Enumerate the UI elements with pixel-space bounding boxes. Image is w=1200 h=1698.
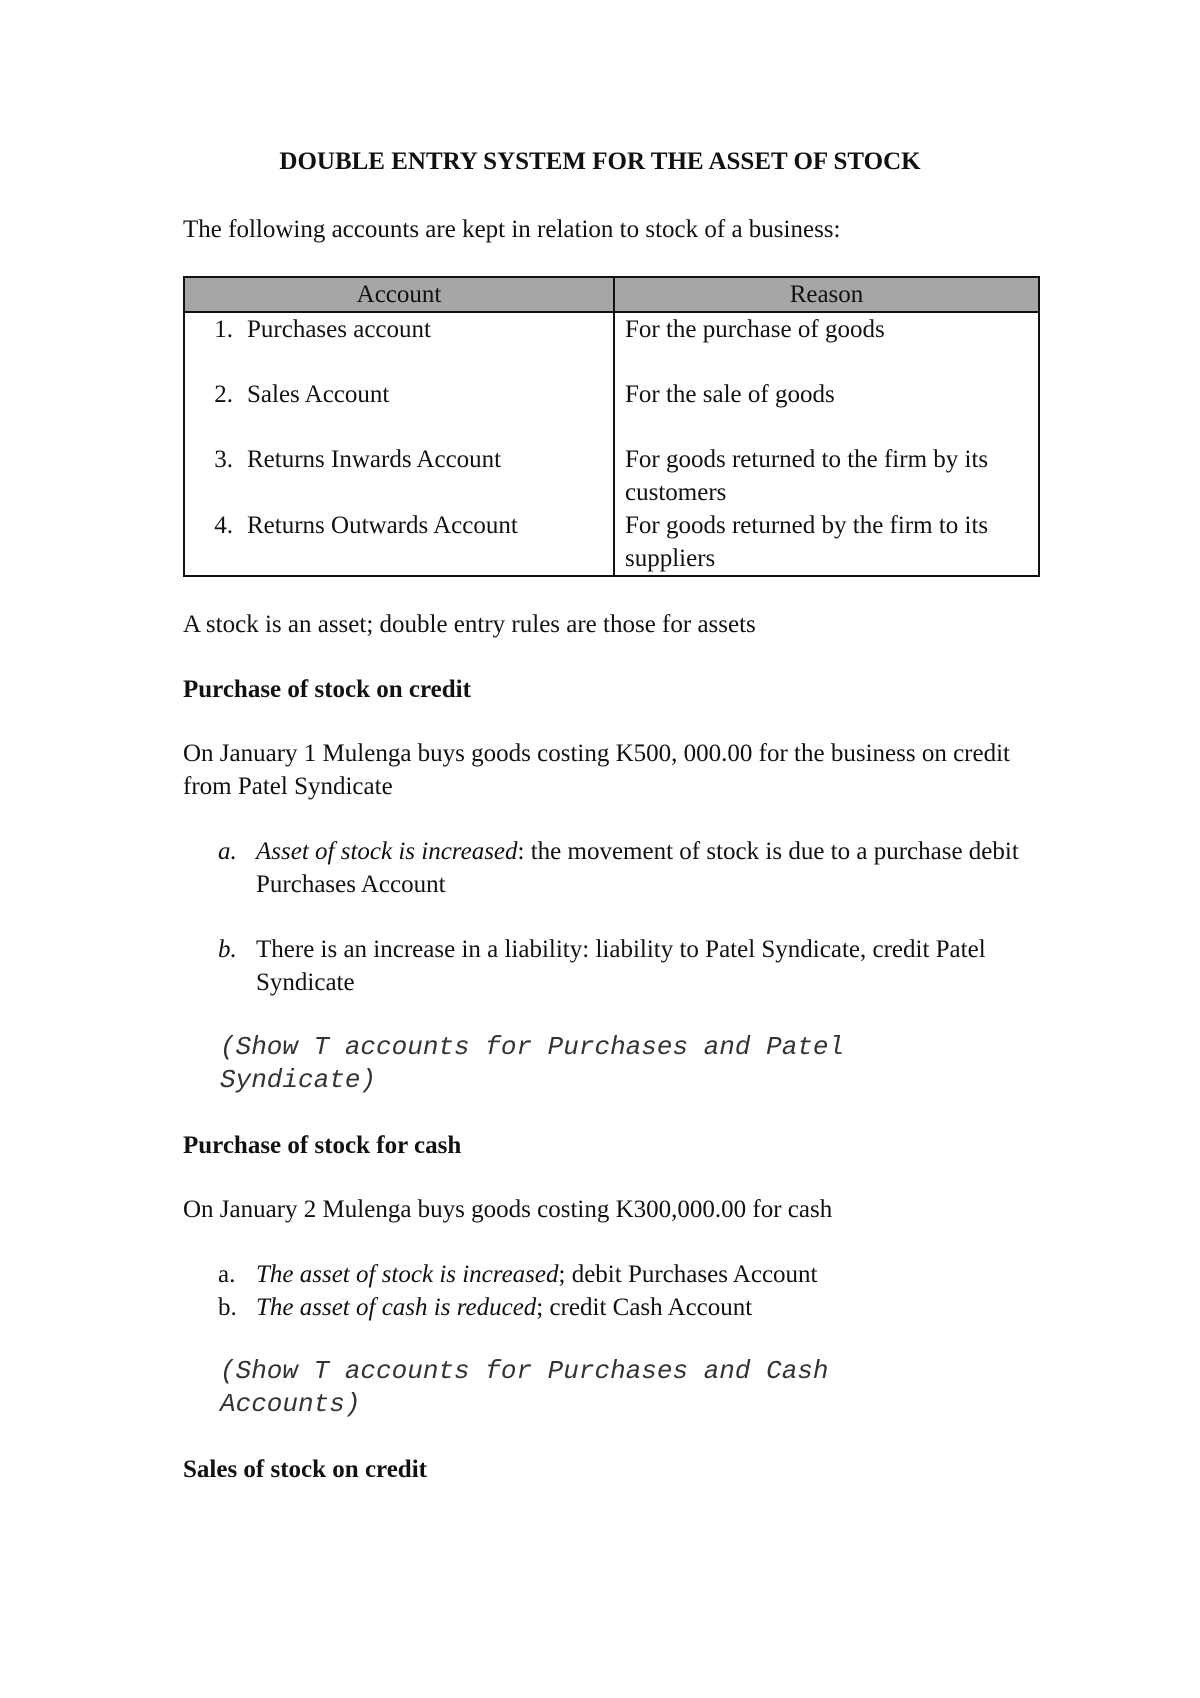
account-name: Returns Outwards Account bbox=[247, 512, 518, 539]
page-title: DOUBLE ENTRY SYSTEM FOR THE ASSET OF STOCK bbox=[279, 148, 921, 175]
list-item bbox=[218, 1258, 1038, 1291]
list-marker: b. bbox=[218, 1294, 237, 1321]
account-name: Purchases account bbox=[247, 316, 431, 343]
list-marker: a. bbox=[218, 1261, 236, 1288]
t-account-note: (Show T accounts for Purchases and Patel Syndicate) bbox=[220, 1032, 845, 1095]
section-heading-credit-purchase: Purchase of stock on credit bbox=[183, 676, 471, 703]
row-number: 4. bbox=[214, 512, 233, 539]
reason-cell: For goods returned to the firm by its customers bbox=[614, 443, 1039, 509]
account-name: Sales Account bbox=[247, 381, 390, 408]
item-text: ; debit Purchases Account bbox=[558, 1261, 818, 1288]
header-account: Account bbox=[184, 277, 614, 312]
row-number: 2. bbox=[214, 381, 233, 408]
item-text: There is an increase in a liability: liability to Patel Syndicate, credit Patel Syndicate bbox=[256, 936, 986, 996]
list-item bbox=[218, 933, 1038, 999]
section-heading-cash-purchase: Purchase of stock for cash bbox=[183, 1132, 462, 1159]
item-text: : the movement of stock is due to a purchase debit Purchases Account bbox=[256, 838, 1019, 898]
table-row bbox=[184, 443, 1039, 509]
list-item bbox=[218, 1291, 1038, 1324]
table-header-row bbox=[184, 277, 1039, 312]
account-cell bbox=[184, 378, 614, 443]
account-cell bbox=[184, 443, 614, 509]
reason-cell: For goods returned by the firm to its suppliers bbox=[614, 509, 1039, 576]
table-row bbox=[184, 509, 1039, 576]
account-cell bbox=[184, 509, 614, 576]
item-text: ; credit Cash Account bbox=[536, 1294, 753, 1321]
asset-note: A stock is an asset; double entry rules are those for assets bbox=[183, 611, 756, 638]
row-number: 1. bbox=[214, 316, 233, 343]
list-marker: b. bbox=[218, 936, 237, 963]
item-emphasis: Asset of stock is increased bbox=[256, 838, 518, 865]
reason-cell: For the sale of goods bbox=[614, 378, 1039, 443]
cash-purchase-body: On January 2 Mulenga buys goods costing K300,000.00 for cash bbox=[183, 1196, 833, 1223]
section-heading-credit-sales: Sales of stock on credit bbox=[183, 1456, 427, 1483]
table-row bbox=[184, 378, 1039, 443]
reason-cell: For the purchase of goods bbox=[614, 312, 1039, 378]
t-account-note: (Show T accounts for Purchases and Cash Accounts) bbox=[220, 1356, 829, 1419]
list-marker: a. bbox=[218, 838, 237, 865]
account-name: Returns Inwards Account bbox=[247, 446, 502, 473]
table-row bbox=[184, 312, 1039, 378]
item-emphasis: The asset of cash is reduced bbox=[256, 1294, 537, 1321]
account-cell bbox=[184, 312, 614, 378]
credit-purchase-body: On January 1 Mulenga buys goods costing K500, 000.00 for the business on credit from Patel Syndicate bbox=[183, 740, 1010, 800]
header-reason: Reason bbox=[614, 277, 1039, 312]
item-emphasis: The asset of stock is increased bbox=[256, 1261, 559, 1288]
accounts-table bbox=[183, 276, 1040, 577]
row-number: 3. bbox=[214, 446, 233, 473]
intro-text: The following accounts are kept in relation to stock of a business: bbox=[183, 216, 841, 243]
list-item bbox=[218, 835, 1038, 901]
